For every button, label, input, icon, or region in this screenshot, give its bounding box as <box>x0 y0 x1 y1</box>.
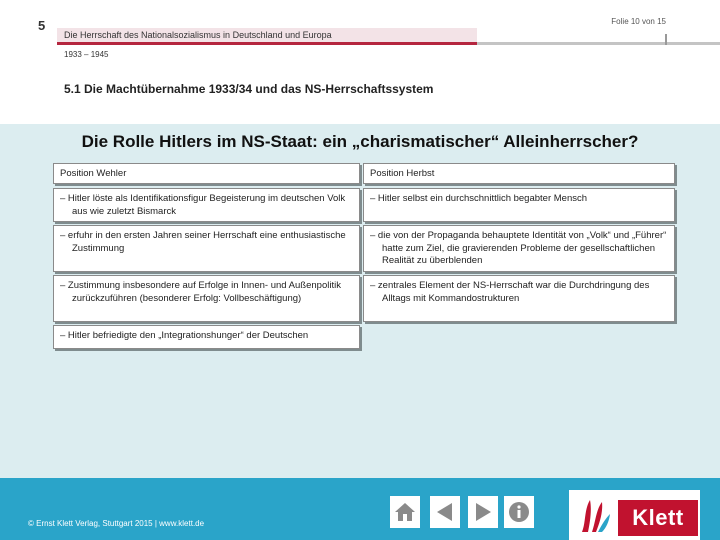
forward-icon <box>471 500 495 524</box>
section-title: 5.1 Die Machtübernahme 1933/34 und das NS-Herrschaftssystem <box>64 82 434 96</box>
left-column-header: Position Wehler <box>53 163 360 184</box>
list-item: – die von der Propaganda behauptete Identität von „Volk“ und „Führer“ hatte zum Ziel, die gravierenden Probleme der gesellschaftlichen Realität zu überblenden <box>370 230 667 266</box>
slide-heading: Die Rolle Hitlers im NS-Staat: ein „charismatischer“ Alleinherrscher? <box>81 132 639 151</box>
copyright-text: © Ernst Klett Verlag, Stuttgart 2015 | www.klett.de <box>28 519 205 528</box>
back-button[interactable] <box>430 496 460 528</box>
table-cell-left <box>53 325 360 349</box>
home-button[interactable] <box>390 496 420 528</box>
series-title: Die Herrschaft des Nationalsozialismus in Deutschland und Europa <box>64 30 332 40</box>
chapter-number: 5 <box>38 18 46 33</box>
list-item: – Hitler befriedigte den „Integrationshunger“ der Deutschen <box>60 330 309 341</box>
table-cell-right <box>363 225 675 272</box>
slide-counter: Folie 10 von 15 <box>611 17 666 26</box>
header-rule <box>477 28 720 45</box>
list-item: – Hitler löste als Identifikationsfigur Begeisterung im deutschen Volk aus wie zuletzt Bismarck <box>60 193 346 217</box>
table-cell-left <box>53 225 360 272</box>
table-cell-left <box>53 275 360 322</box>
forward-button[interactable] <box>468 496 498 528</box>
table-cell-right <box>363 188 675 222</box>
info-icon <box>507 500 531 524</box>
table-cell-right <box>363 275 675 322</box>
table-cell-left <box>53 188 360 222</box>
klett-leaf-icon <box>576 496 614 536</box>
back-icon <box>433 500 457 524</box>
list-item: – Zustimmung insbesondere auf Erfolge in Innen- und Außenpolitik zurückzuführen (besonderer Erfolg: Vollbeschäftigung) <box>60 280 341 304</box>
corner-mark <box>665 34 667 45</box>
info-button[interactable] <box>504 496 534 528</box>
list-item: – Hitler selbst ein durchschnittlich begabter Mensch <box>370 193 588 204</box>
period-label: 1933 – 1945 <box>64 50 109 59</box>
right-column-header: Position Herbst <box>363 163 675 184</box>
list-item: – erfuhr in den ersten Jahren seiner Herrschaft eine enthusiastische Zustimmung <box>60 230 346 254</box>
home-icon <box>393 500 417 524</box>
logo-text: Klett <box>618 500 698 536</box>
list-item: – zentrales Element der NS-Herrschaft war die Durchdringung des Alltags mit Kommandostrukturen <box>370 280 650 304</box>
